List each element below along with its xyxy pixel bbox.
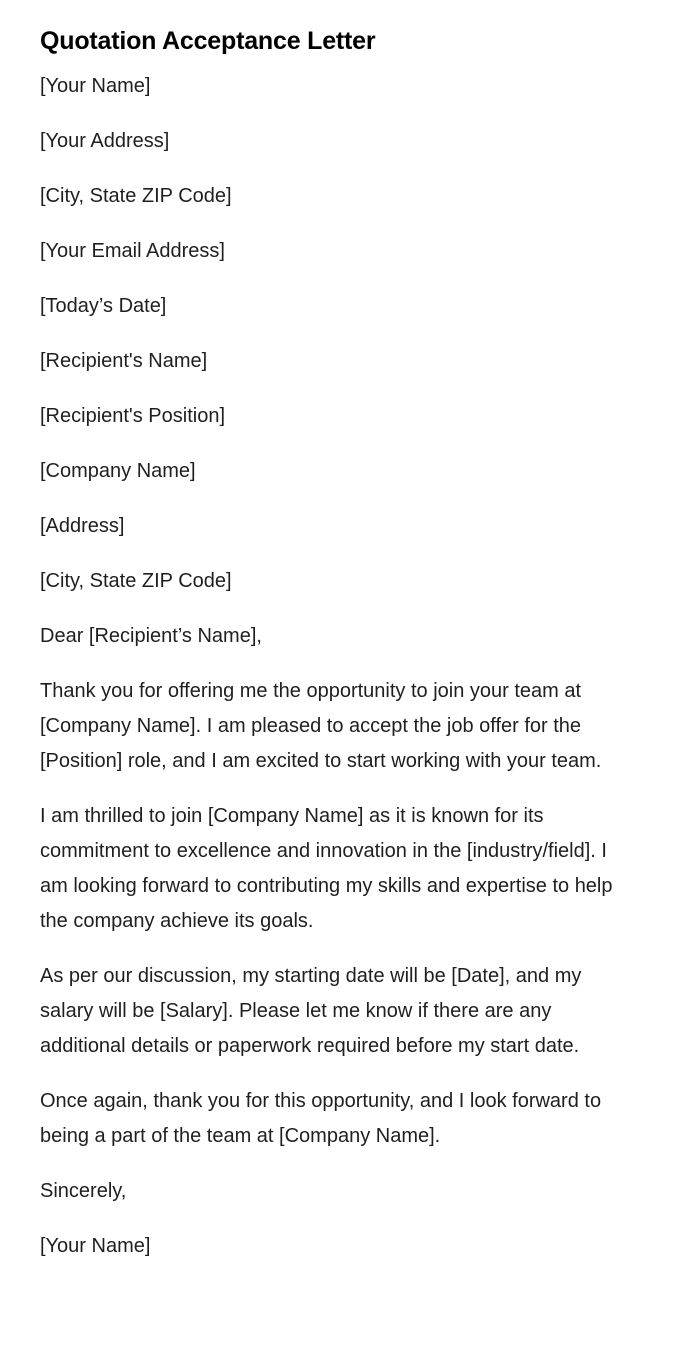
closing: Sincerely, xyxy=(40,1180,127,1202)
body-paragraph-4: Once again, thank you for this opportunity, and I look forward to being a part of the team at [Company Name]. xyxy=(40,1090,602,1147)
recipient-company: [Company Name] xyxy=(40,460,196,482)
recipient-address: [Address] xyxy=(40,515,125,537)
sender-city-state-zip: [City, State ZIP Code] xyxy=(40,185,232,207)
document-title: Quotation Acceptance Letter xyxy=(40,27,376,55)
letter-date: [Today’s Date] xyxy=(40,295,167,317)
sender-email: [Your Email Address] xyxy=(40,240,225,262)
recipient-city-state-zip: [City, State ZIP Code] xyxy=(40,570,232,592)
body-paragraph-1: Thank you for offering me the opportunity to join your team at [Company Name]. I am pleased to accept the job offer for the [Position] role, and I am excited to start working with your team. xyxy=(40,680,602,772)
signature: [Your Name] xyxy=(40,1235,151,1257)
body-paragraph-3: As per our discussion, my starting date will be [Date], and my salary will be [Salary]. Please let me know if there are any additional details or paperwork required before my start date. xyxy=(40,965,582,1057)
salutation: Dear [Recipient’s Name], xyxy=(40,625,262,647)
sender-address: [Your Address] xyxy=(40,130,170,152)
sender-name: [Your Name] xyxy=(40,75,151,97)
recipient-name: [Recipient's Name] xyxy=(40,350,208,372)
recipient-position: [Recipient's Position] xyxy=(40,405,226,427)
body-paragraph-2: I am thrilled to join [Company Name] as it is known for its commitment to excellence and innovation in the [industry/field]. I am looking forward to contributing my skills and expertise to help the company achieve its goals. xyxy=(40,805,613,932)
